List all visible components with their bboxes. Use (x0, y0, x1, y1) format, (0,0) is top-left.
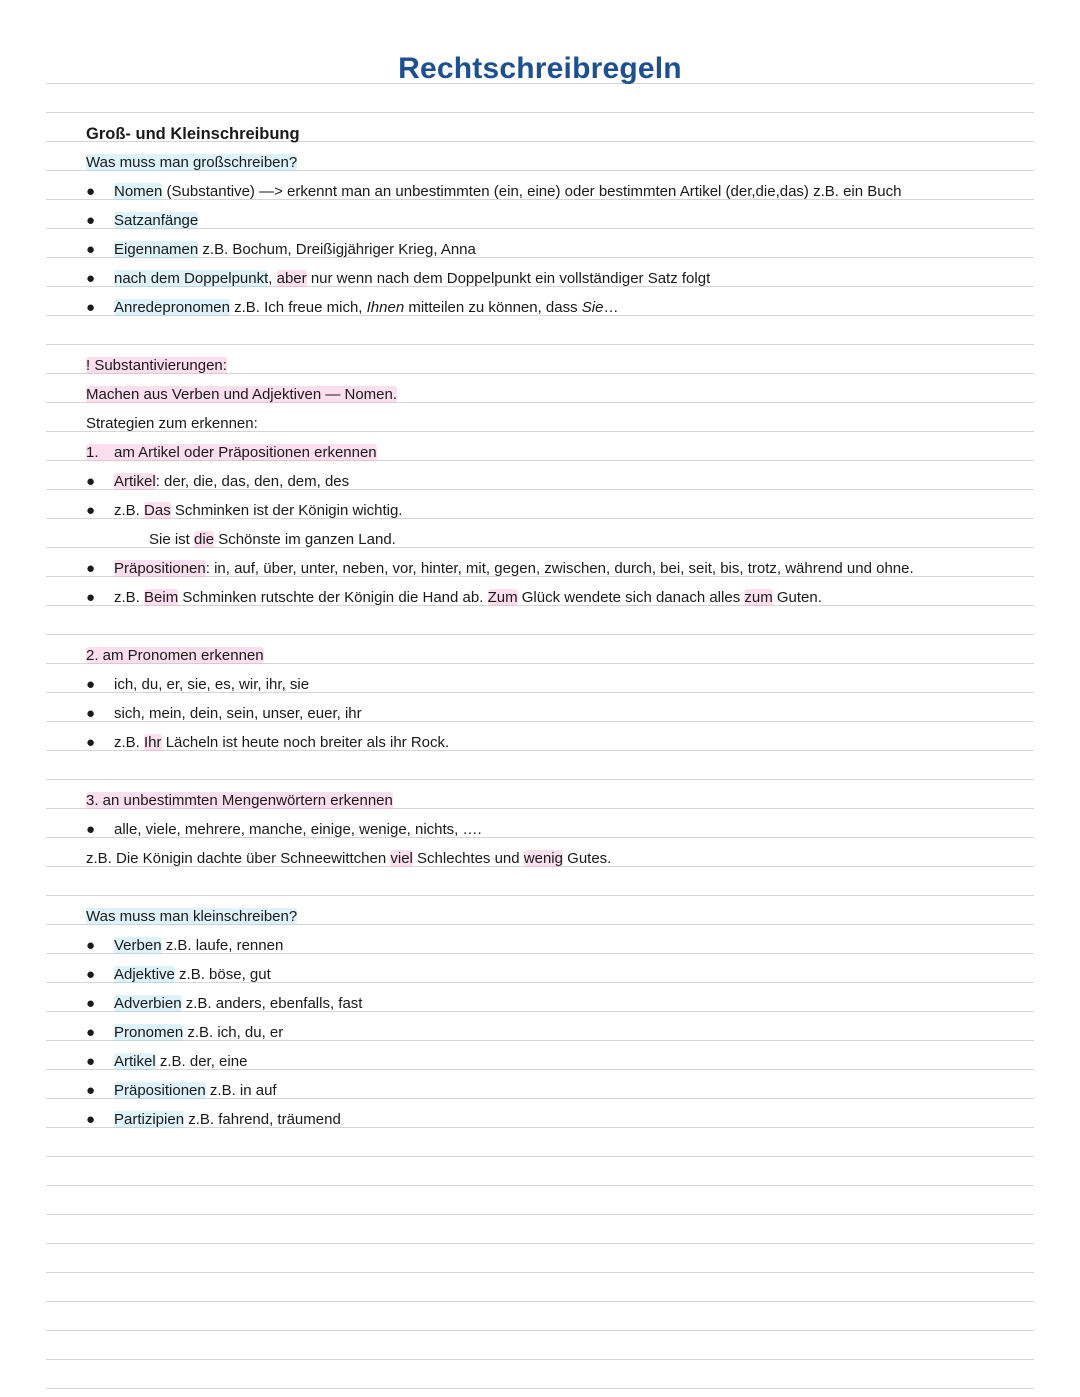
highlight: viel (390, 850, 413, 867)
term: Adjektive (114, 966, 175, 983)
italic-text: Ihnen (366, 299, 405, 316)
text: z.B. böse, gut (174, 966, 271, 983)
highlight: Zum (487, 589, 518, 606)
list-item (86, 298, 618, 318)
text: : in, auf, über, unter, neben, vor, hinter, mit, gegen, zwischen, durch, bei, seit, bis, trotz, während und ohne. (205, 560, 914, 577)
list-item (86, 1081, 277, 1101)
subst-desc (86, 385, 397, 405)
highlight: wenig (523, 850, 563, 867)
bullet-icon: ● (86, 676, 96, 693)
ruled-line (46, 1301, 1034, 1302)
example-line (86, 849, 611, 869)
text: Lächeln ist heute noch breiter als ihr Rock. (161, 734, 450, 751)
text: z.B. fahrend, träumend (184, 1111, 341, 1128)
text: nur wenn nach dem Doppelpunkt ein vollständiger Satz folgt (306, 270, 711, 287)
text: Gutes. (562, 850, 612, 867)
list-item (86, 704, 362, 724)
highlight: zum (744, 589, 773, 606)
list-item (86, 733, 449, 753)
list-item (86, 182, 901, 202)
text: mitteilen zu können, dass (404, 299, 582, 316)
bullet-icon: ● (86, 502, 96, 519)
list-item (86, 1110, 341, 1130)
strategies-label: Strategien zum erkennen: (86, 415, 258, 432)
question-klein (86, 907, 297, 927)
text: z.B. (114, 589, 145, 606)
term: Verben (114, 937, 162, 954)
bullet-icon: ● (86, 705, 96, 722)
term: Adverbien (114, 995, 182, 1012)
text: z.B. Bochum, Dreißigjähriger Krieg, Anna (198, 241, 476, 258)
ruled-line (46, 895, 1034, 896)
ruled-line (46, 1388, 1034, 1389)
text: Guten. (772, 589, 822, 606)
list-item (86, 240, 476, 260)
text: , (268, 270, 277, 287)
bullet-icon: ● (86, 560, 96, 577)
ruled-line (46, 1243, 1034, 1244)
bullet-icon: ● (86, 1111, 96, 1128)
list-item (86, 675, 309, 695)
term: Satzanfänge (114, 212, 199, 229)
list-item (86, 472, 349, 492)
bullet-icon: ● (86, 1053, 96, 1070)
bullet-icon: ● (86, 995, 96, 1012)
bullet-icon: ● (86, 183, 96, 200)
text: Schminken ist der Königin wichtig. (170, 502, 403, 519)
text: Schminken rutschte der Königin die Hand ab. (178, 589, 488, 606)
highlight: Das (144, 502, 171, 519)
bullet-icon: ● (86, 299, 96, 316)
text: z.B. Ich freue mich, (229, 299, 367, 316)
bullet-icon: ● (86, 473, 96, 490)
strategy-1 (86, 443, 377, 463)
bullet-icon: ● (86, 821, 96, 838)
question-gross (86, 153, 297, 173)
section-heading: Groß- und Kleinschreibung (86, 125, 300, 143)
ruled-line (46, 112, 1034, 113)
term: Eigennamen (114, 241, 199, 258)
bullet-icon: ● (86, 241, 96, 258)
term: Artikel (114, 473, 156, 490)
bullet-icon: ● (86, 937, 96, 954)
term: nach dem Doppelpunkt (114, 270, 269, 287)
highlight: die (194, 531, 215, 548)
text: : der, die, das, den, dem, des (155, 473, 350, 490)
text: alle, viele, mehrere, manche, einige, wenige, nichts, …. (114, 821, 482, 838)
text: z.B. (114, 502, 145, 519)
strategy-1-text: am Artikel oder Präpositionen erkennen (114, 444, 377, 461)
text: z.B. in auf (205, 1082, 277, 1099)
term: Artikel (114, 1053, 156, 1070)
subst-desc-text: Machen aus Verben und Adjektiven — Nomen. (86, 386, 398, 403)
text: z.B. (114, 734, 145, 751)
subst-header-text: ! Substantivierungen: (86, 357, 227, 374)
text: z.B. Die Königin dachte über Schneewittchen (86, 850, 391, 867)
text: … (603, 299, 619, 316)
term: Nomen (114, 183, 163, 200)
strategy-2 (86, 646, 264, 666)
list-item (86, 994, 362, 1014)
ruled-line (46, 1185, 1034, 1186)
strategy-3 (86, 791, 393, 811)
strategy-3-text: 3. an unbestimmten Mengenwörtern erkennen (86, 792, 393, 809)
ruled-line (46, 634, 1034, 635)
bullet-icon: ● (86, 1024, 96, 1041)
ruled-line (46, 1214, 1034, 1215)
list-item (86, 588, 822, 608)
bullet-icon: ● (86, 966, 96, 983)
list-item (86, 936, 283, 956)
bullet-icon: ● (86, 270, 96, 287)
ruled-line (46, 1272, 1034, 1273)
question-gross-text: Was muss man großschreiben? (86, 154, 298, 171)
question-klein-text: Was muss man kleinschreiben? (86, 908, 298, 925)
page-title: Rechtschreibregeln (398, 52, 682, 85)
list-item (86, 269, 710, 289)
text: Schlechtes und (412, 850, 524, 867)
italic-text: Sie (581, 299, 604, 316)
text: z.B. der, eine (155, 1053, 248, 1070)
text: Glück wendete sich danach alles (517, 589, 745, 606)
subst-header (86, 356, 227, 376)
text: Sie ist (149, 531, 195, 548)
number: 1. (86, 444, 99, 461)
term: Partizipien (114, 1111, 185, 1128)
list-item (86, 559, 914, 579)
ruled-line (46, 1156, 1034, 1157)
ruled-line (46, 1330, 1034, 1331)
ruled-line (46, 1359, 1034, 1360)
list-item (86, 1023, 283, 1043)
highlight: Beim (144, 589, 179, 606)
text: z.B. anders, ebenfalls, fast (181, 995, 363, 1012)
term: Präpositionen (114, 1082, 206, 1099)
highlight: Ihr (144, 734, 162, 751)
list-item (86, 965, 271, 985)
strategy-2-text: 2. am Pronomen erkennen (86, 647, 264, 664)
example-line (86, 530, 396, 550)
text: z.B. ich, du, er (183, 1024, 284, 1041)
text: ich, du, er, sie, es, wir, ihr, sie (114, 676, 310, 693)
bullet-icon: ● (86, 1082, 96, 1099)
bullet-icon: ● (86, 212, 96, 229)
list-item (86, 211, 198, 231)
term: Anredepronomen (114, 299, 230, 316)
text: sich, mein, dein, sein, unser, euer, ihr (114, 705, 362, 722)
term: Präpositionen (114, 560, 206, 577)
bullet-icon: ● (86, 589, 96, 606)
list-item (86, 820, 482, 840)
list-item (86, 1052, 247, 1072)
term: Pronomen (114, 1024, 184, 1041)
text: z.B. laufe, rennen (161, 937, 284, 954)
text: (Substantive) —> erkennt man an unbestimmten (ein, eine) oder bestimmten Artikel (der,die,das) z.B. ein Buch (162, 183, 902, 200)
ruled-line (46, 779, 1034, 780)
ruled-line (46, 344, 1034, 345)
bullet-icon: ● (86, 734, 96, 751)
highlight: aber (276, 270, 307, 287)
text: Schönste im ganzen Land. (214, 531, 396, 548)
list-item (86, 501, 402, 521)
